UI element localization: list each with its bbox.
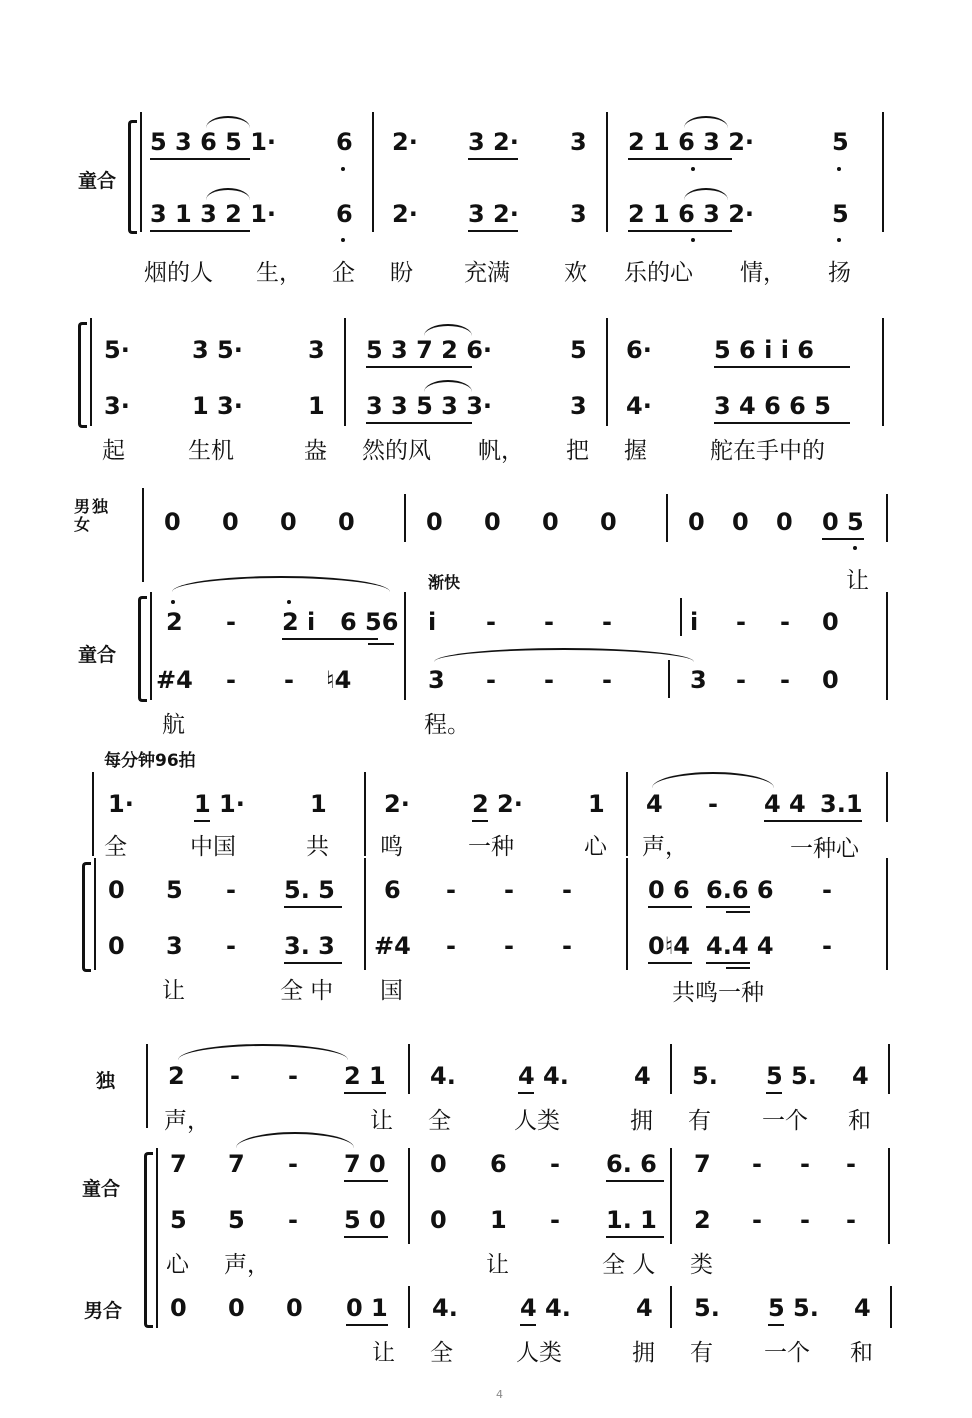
note-group: 2 1 6 3 2· — [628, 200, 755, 228]
part-label-male-chorus: 男合 — [84, 1300, 123, 1322]
rest: 0 — [688, 508, 705, 536]
part-label-male-solo — [74, 498, 108, 534]
barline — [408, 1286, 410, 1328]
beam-underline — [368, 643, 394, 645]
note-group: 1· — [108, 790, 134, 818]
note-group: 5 5. — [768, 1294, 819, 1322]
note-group: 6· — [626, 336, 652, 364]
dash: - — [846, 1206, 856, 1234]
beam-underline — [344, 1092, 386, 1094]
beam-underline — [520, 1324, 536, 1326]
note-group: 6. 6 — [606, 1150, 657, 1178]
lyric: 有 — [688, 1108, 711, 1134]
dash: - — [288, 1062, 298, 1090]
dash: - — [226, 666, 236, 694]
lyric: 让 — [846, 568, 869, 594]
beam-underline — [628, 158, 732, 160]
lyric: 声， — [164, 1108, 210, 1134]
system-brace — [78, 322, 87, 428]
dash: - — [226, 932, 236, 960]
rest: 0 — [600, 508, 617, 536]
slur — [434, 648, 694, 662]
dash: - — [486, 666, 496, 694]
lyric: 生， — [256, 260, 302, 286]
lyric: 心 — [166, 1252, 189, 1278]
lyric: 类 — [690, 1252, 713, 1278]
note-group: 2 — [166, 608, 183, 636]
rest: 0 — [822, 608, 839, 636]
dash: - — [550, 1206, 560, 1234]
beam-underline — [648, 962, 692, 964]
barline — [146, 1044, 148, 1128]
note-group: 2 — [168, 1062, 185, 1090]
beam-underline — [284, 962, 342, 964]
lyric: 一个 — [764, 1340, 810, 1366]
lyric: 起 — [102, 438, 125, 464]
lyric: 企 — [332, 260, 355, 286]
dash: - — [562, 932, 572, 960]
note-group: 3 3 5 3 3· — [366, 392, 493, 420]
system-brace — [128, 120, 137, 234]
barline — [670, 1286, 672, 1328]
system-brace — [144, 1152, 153, 1328]
note-group: 7 — [170, 1150, 187, 1178]
dash: - — [226, 876, 236, 904]
lyric: 共鸣一种 — [672, 980, 764, 1006]
note-group: 5. — [692, 1062, 718, 1090]
slur — [424, 380, 472, 392]
note-group: 4· — [626, 392, 652, 420]
part-label-solo: 独 — [92, 497, 109, 516]
note-group: 6 — [490, 1150, 507, 1178]
part-label-male: 男 — [74, 497, 91, 516]
lyric: 共 — [306, 834, 329, 860]
lyric: 扬 — [828, 260, 851, 286]
lyric: 中国 — [190, 834, 236, 860]
beam-underline — [518, 1092, 534, 1094]
note-group: 4.4 4 — [706, 932, 774, 960]
note-group: 3 5· — [192, 336, 243, 364]
slur — [206, 116, 250, 128]
rest: 0 — [108, 876, 125, 904]
barline — [626, 772, 628, 856]
note-group: 1 1· — [194, 790, 245, 818]
lyric: 一个 — [762, 1108, 808, 1134]
note-group: 6 — [384, 876, 401, 904]
dash: - — [736, 666, 746, 694]
note-group: 0 1 — [346, 1294, 388, 1322]
note-group: 0 5 — [822, 508, 864, 536]
note-group: 6.6 6 — [706, 876, 774, 904]
lyric: 让 — [370, 1108, 393, 1134]
rest: 0 — [164, 508, 181, 536]
beam-underline — [468, 230, 518, 232]
note-group: 3 2· — [468, 200, 519, 228]
rest: 0 — [430, 1206, 447, 1234]
note-group: 6 — [336, 200, 353, 228]
dynamics-marking: 渐快 — [428, 573, 461, 592]
note-group: 3 — [428, 666, 445, 694]
lyric: 盼 — [390, 260, 413, 286]
beam-underline — [706, 962, 750, 964]
dash: - — [822, 932, 832, 960]
lyric: 全 人 — [602, 1252, 656, 1278]
part-label-solo: 独 — [96, 1070, 116, 1092]
note-group: 1. 1 — [606, 1206, 657, 1234]
part-label-children-chorus: 童合 — [78, 170, 117, 192]
octave-dot — [341, 167, 345, 171]
octave-dot — [171, 600, 175, 604]
lyric: 生机 — [188, 438, 234, 464]
tempo-marking: 每分钟96拍 — [104, 751, 196, 771]
rest: 0 — [280, 508, 297, 536]
note-group: 2 1 6 3 2· — [628, 128, 755, 156]
note-group: 3.1 — [820, 790, 863, 818]
lyric: 程。 — [424, 712, 470, 738]
lyric: 声， — [224, 1252, 270, 1278]
note-group: 3 — [308, 336, 325, 364]
barline — [882, 112, 884, 232]
beam-underline — [282, 638, 378, 640]
beam-underline — [366, 366, 472, 368]
barline — [404, 494, 406, 542]
dash: - — [562, 876, 572, 904]
octave-dot — [287, 600, 291, 604]
note-group: 4 4 — [764, 790, 806, 818]
slur — [684, 116, 728, 128]
note-group: 5 — [170, 1206, 187, 1234]
lyric: 盎 — [304, 438, 327, 464]
beam-underline — [346, 1324, 388, 1326]
note-group: 7 — [228, 1150, 245, 1178]
note-group: 0 6 — [648, 876, 690, 904]
note-group: 5 — [228, 1206, 245, 1234]
lyric: 乐的心 — [624, 260, 693, 286]
note-group: 5 3 6 5 1· — [150, 128, 277, 156]
beam-underline — [468, 158, 518, 160]
barline — [408, 1044, 410, 1094]
barline — [888, 1148, 890, 1244]
slur — [172, 576, 390, 592]
note-group: 1 — [310, 790, 327, 818]
lyric: 然的风 — [362, 438, 431, 464]
note-group: #4 — [156, 666, 193, 694]
lyric: 心 — [584, 834, 607, 860]
barline — [404, 592, 406, 700]
octave-dot — [837, 167, 841, 171]
note-group: 2· — [392, 200, 418, 228]
rest: 0 — [170, 1294, 187, 1322]
slur — [206, 188, 250, 200]
barline — [886, 592, 888, 700]
beam-underline — [284, 906, 342, 908]
octave-dot — [691, 167, 695, 171]
beam-underline — [648, 906, 692, 908]
rest: 0 — [484, 508, 501, 536]
system-brace — [82, 862, 91, 972]
note-group: 5 3 7 2 6· — [366, 336, 493, 364]
beam-underline — [822, 538, 864, 540]
octave-dot — [853, 546, 857, 550]
note-group: ♮4 — [326, 666, 352, 694]
dash: - — [800, 1206, 810, 1234]
barline — [364, 772, 366, 856]
beam-underline — [606, 1236, 664, 1238]
note-group: 6 56 — [340, 608, 399, 636]
note-group: 2· — [392, 128, 418, 156]
note-group: i — [690, 608, 699, 636]
lyric: 全 中 — [280, 978, 334, 1004]
note-group: 4 — [852, 1062, 869, 1090]
note-group: 5. 5 — [284, 876, 335, 904]
barline — [364, 858, 366, 970]
barline — [890, 1286, 892, 1328]
beam-underline — [726, 967, 750, 969]
note-group: 5 0 — [344, 1206, 386, 1234]
dash: - — [800, 1150, 810, 1178]
barline — [670, 1044, 672, 1094]
lyric: 情， — [740, 260, 786, 286]
rest: 0 — [776, 508, 793, 536]
barline — [606, 318, 608, 426]
barline — [606, 112, 608, 232]
rest: 0 — [542, 508, 559, 536]
note-group: 1 — [490, 1206, 507, 1234]
dash: - — [780, 608, 790, 636]
dash: - — [504, 876, 514, 904]
lyric: 声， — [642, 834, 688, 860]
note-group: 3 1 3 2 1· — [150, 200, 277, 228]
note-group: 3 — [570, 128, 587, 156]
lyric: 和 — [850, 1340, 873, 1366]
beam-underline — [764, 820, 862, 822]
note-group: 4. — [430, 1062, 456, 1090]
note-group: 3 — [570, 392, 587, 420]
note-group: 4 — [646, 790, 663, 818]
octave-dot — [837, 238, 841, 242]
dash: - — [504, 932, 514, 960]
note-group: 1 — [308, 392, 325, 420]
lyric: 一种 — [468, 834, 514, 860]
beam-underline — [150, 230, 250, 232]
beam-underline — [766, 1092, 782, 1094]
beam-underline — [150, 158, 250, 160]
note-group: 5 — [832, 128, 849, 156]
note-group: 5 6 i i 6 — [714, 336, 814, 364]
rest: 0 — [732, 508, 749, 536]
dash: - — [736, 608, 746, 636]
dash: - — [780, 666, 790, 694]
lyric: 全 — [428, 1108, 451, 1134]
note-group: 2· — [384, 790, 410, 818]
barline — [92, 772, 94, 856]
slur — [652, 772, 774, 788]
note-group: 4 4. — [520, 1294, 571, 1322]
rest: 0 — [338, 508, 355, 536]
lyric: 航 — [162, 712, 185, 738]
lyric: 让 — [372, 1340, 395, 1366]
lyric: 人类 — [514, 1108, 560, 1134]
rest: 0 — [822, 666, 839, 694]
beam-underline — [194, 820, 210, 822]
dash: - — [846, 1150, 856, 1178]
dash: - — [708, 790, 718, 818]
note-group: 5 5. — [766, 1062, 817, 1090]
lyric: 帆， — [478, 438, 524, 464]
barline — [626, 858, 628, 970]
system-brace — [138, 596, 147, 702]
note-group: 3 — [166, 932, 183, 960]
lyric: 握 — [624, 438, 647, 464]
beam-underline — [472, 820, 488, 822]
lyric: 充满 — [464, 260, 510, 286]
barline — [882, 318, 884, 426]
barline — [344, 318, 346, 426]
barline — [156, 1148, 158, 1328]
note-group: 6 — [336, 128, 353, 156]
note-group: 3 2· — [468, 128, 519, 156]
part-label-children-chorus: 童合 — [82, 1178, 121, 1200]
note-group: 4 — [854, 1294, 871, 1322]
note-group: 1 3· — [192, 392, 243, 420]
beam-underline — [714, 366, 850, 368]
note-group: 3 — [690, 666, 707, 694]
note-group: 1 — [588, 790, 605, 818]
beam-underline — [344, 1180, 388, 1182]
slur — [236, 1132, 354, 1148]
dash: - — [288, 1206, 298, 1234]
note-group: 2 i — [282, 608, 316, 636]
lyric: 一种心 — [790, 836, 859, 862]
barline — [408, 1148, 410, 1244]
rest: 0 — [426, 508, 443, 536]
note-group: #4 — [374, 932, 411, 960]
octave-dot — [341, 238, 345, 242]
page-mark: 4 — [496, 1388, 503, 1401]
dash: - — [752, 1150, 762, 1178]
lyric: 欢 — [564, 260, 587, 286]
note-group: 4. — [432, 1294, 458, 1322]
note-group: i — [428, 608, 437, 636]
slur — [178, 1044, 348, 1060]
beam-underline — [366, 422, 472, 424]
barline — [680, 598, 682, 636]
dash: - — [822, 876, 832, 904]
note-group: 0♮4 — [648, 932, 690, 960]
beam-underline — [714, 422, 850, 424]
barline — [888, 1044, 890, 1094]
lyric: 人类 — [516, 1340, 562, 1366]
dash: - — [284, 666, 294, 694]
note-group: 4 4. — [518, 1062, 569, 1090]
barline — [150, 592, 152, 700]
barline — [886, 494, 888, 542]
note-group: 3 — [570, 200, 587, 228]
barline — [140, 112, 142, 232]
beam-underline — [768, 1324, 784, 1326]
lyric: 拥 — [632, 1340, 655, 1366]
dash: - — [226, 608, 236, 636]
beam-underline — [628, 230, 732, 232]
beam-underline — [344, 1236, 388, 1238]
barline — [372, 112, 374, 232]
barline — [886, 772, 888, 822]
dash: - — [550, 1150, 560, 1178]
beam-underline — [726, 911, 750, 913]
lyric: 国 — [380, 978, 403, 1004]
note-group: 5 — [832, 200, 849, 228]
part-label-female: 女 — [74, 515, 91, 534]
beam-underline — [606, 1180, 664, 1182]
rest: 0 — [286, 1294, 303, 1322]
beam-underline — [706, 906, 750, 908]
part-label-children-chorus: 童合 — [78, 644, 117, 666]
barline — [90, 318, 92, 426]
rest: 0 — [430, 1150, 447, 1178]
note-group: 2 1 — [344, 1062, 386, 1090]
rest: 0 — [228, 1294, 245, 1322]
rest: 0 — [222, 508, 239, 536]
lyric: 全 — [430, 1340, 453, 1366]
note-group: 4 — [634, 1062, 651, 1090]
note-group: 3 4 6 6 5 — [714, 392, 831, 420]
octave-dot — [691, 238, 695, 242]
dash: - — [752, 1206, 762, 1234]
dash: - — [544, 666, 554, 694]
slur — [684, 188, 728, 200]
barline — [886, 858, 888, 970]
dash: - — [486, 608, 496, 636]
lyric: 烟的人 — [144, 260, 213, 286]
barline — [142, 488, 144, 582]
dash: - — [446, 876, 456, 904]
lyric: 和 — [848, 1108, 871, 1134]
note-group: 7 — [694, 1150, 711, 1178]
barline — [668, 660, 670, 698]
lyric: 有 — [690, 1340, 713, 1366]
note-group: 5. — [694, 1294, 720, 1322]
note-group: 4 — [636, 1294, 653, 1322]
dash: - — [602, 666, 612, 694]
lyric: 拥 — [630, 1108, 653, 1134]
barline — [94, 858, 96, 970]
note-group: 3. 3 — [284, 932, 335, 960]
note-group: 5 — [570, 336, 587, 364]
lyric: 让 — [162, 978, 185, 1004]
dash: - — [230, 1062, 240, 1090]
dash: - — [602, 608, 612, 636]
barline — [666, 494, 668, 542]
dash: - — [288, 1150, 298, 1178]
note-group: 2 2· — [472, 790, 523, 818]
rest: 0 — [108, 932, 125, 960]
lyric: 让 — [486, 1252, 509, 1278]
barline — [670, 1148, 672, 1244]
dash: - — [544, 608, 554, 636]
note-group: 2 — [694, 1206, 711, 1234]
lyric: 鸣 — [380, 834, 403, 860]
dash: - — [446, 932, 456, 960]
slur — [424, 324, 472, 336]
note-group: 7 0 — [344, 1150, 386, 1178]
lyric: 把 — [566, 438, 589, 464]
lyric: 全 — [104, 834, 127, 860]
lyric: 舵在手中的 — [710, 438, 825, 464]
note-group: 5 — [166, 876, 183, 904]
note-group: 3· — [104, 392, 130, 420]
note-group: 5· — [104, 336, 130, 364]
